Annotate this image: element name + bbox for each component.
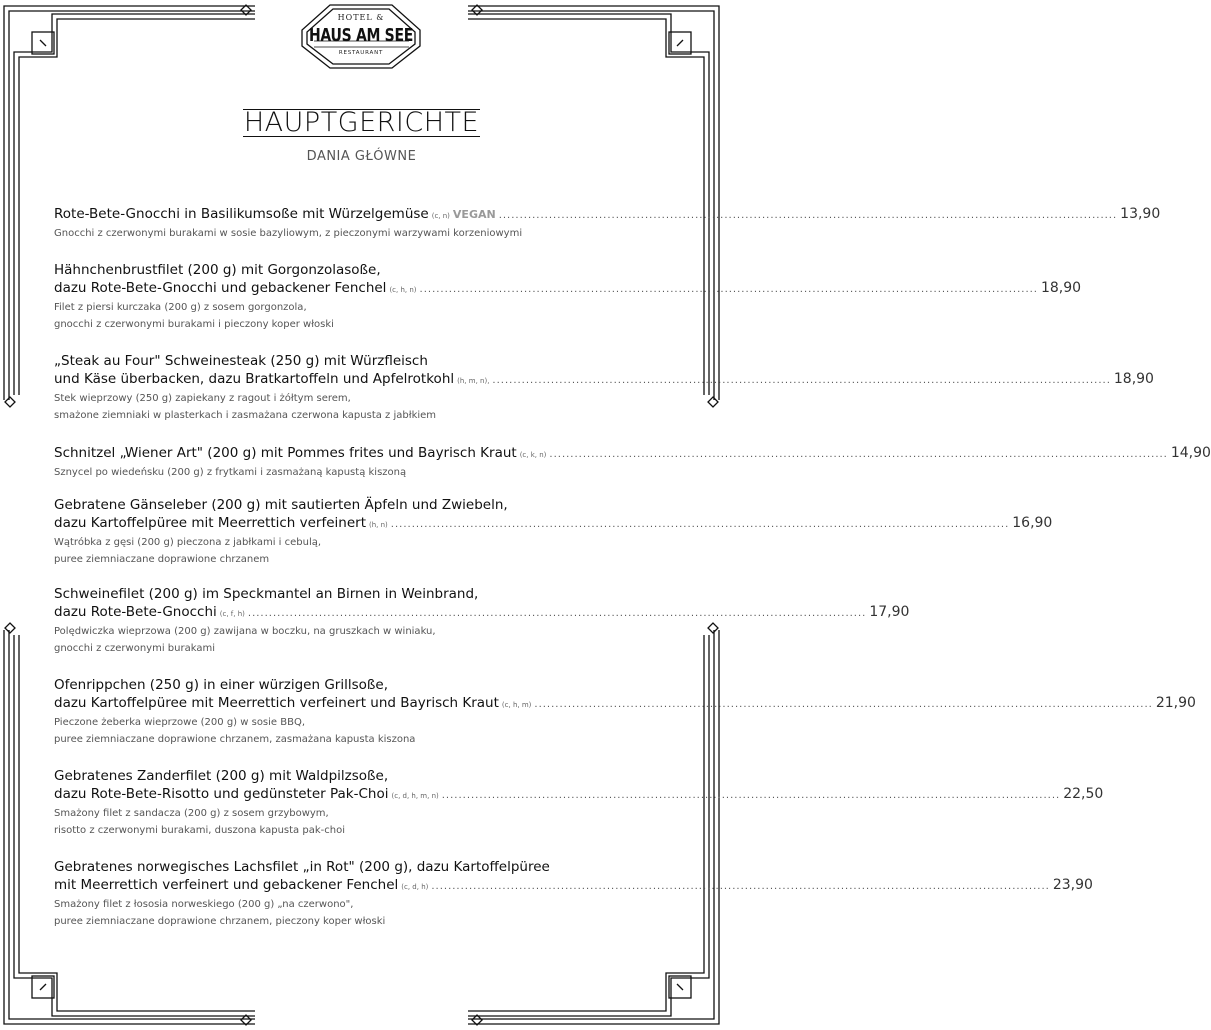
menu-item-line: [54, 514, 1053, 534]
menu-item: [54, 585, 910, 657]
dot-leader: ....................................................................................................................................................: [247, 608, 867, 619]
allergen-codes: (h, m, n),: [457, 377, 490, 385]
allergen-codes: (c, k, n): [519, 451, 547, 459]
dish-name: Gebratene Gänseleber (200 g) mit sautierten Äpfeln und Zwiebeln,: [54, 497, 508, 513]
menu-item: [54, 496, 1053, 568]
polish-description-cont: gnocchi z czerwonymi burakami: [54, 643, 215, 654]
dot-leader: ....................................................................................................................................................: [549, 449, 1168, 460]
price: 13,90: [1120, 206, 1161, 222]
dish-name: Schnitzel „Wiener Art" (200 g) mit Pommes frites und Bayrisch Kraut: [54, 445, 517, 461]
dish-name-cont: mit Meerrettich verfeinert und gebackener Fenchel: [54, 877, 399, 893]
menu-item: [54, 767, 1104, 839]
polish-description: Gnocchi z czerwonymi burakami w sosie bazyliowym, z pieczonymi warzywami korzeniowymi: [54, 228, 523, 239]
dish-name: Gebratenes norwegisches Lachsfilet „in Rot" (200 g), dazu Kartoffelpüree: [54, 859, 550, 875]
price: 14,90: [1170, 445, 1211, 461]
polish-description: Sznycel po wiedeńsku (200 g) z frytkami i zasmażaną kapustą kiszoną: [54, 467, 407, 478]
allergen-codes: (c, n): [431, 212, 450, 220]
menu-item: [54, 676, 1196, 748]
polish-description-cont: smażone ziemniaki w plasterkach i zasmażana czerwona kapusta z jabłkiem: [54, 410, 437, 421]
page-subtitle: DANIA GŁÓWNE: [306, 149, 417, 164]
menu-item-line: [54, 370, 1154, 390]
dish-name-cont: dazu Kartoffelpüree mit Meerrettich verfeinert und Bayrisch Kraut: [54, 695, 499, 711]
polish-description: Stek wieprzowy (250 g) zapiekany z ragout i żółtym serem,: [54, 393, 351, 404]
polish-description: Polędwiczka wieprzowa (200 g) zawijana w boczku, na gruszkach w winiaku,: [54, 626, 436, 637]
dot-leader: ....................................................................................................................................................: [390, 519, 1010, 530]
menu-item-line: [54, 694, 1196, 714]
dish-name: Gebratenes Zanderfilet (200 g) mit Waldpilzsoße,: [54, 768, 389, 784]
allergen-codes: (c, h, m): [501, 701, 532, 709]
price: 17,90: [869, 604, 910, 620]
dot-leader: ....................................................................................................................................................: [498, 210, 1118, 221]
page-title-text: HAUPTGERICHTE: [243, 107, 480, 138]
menu-item-line: [54, 279, 1082, 299]
polish-description-cont: risotto z czerwonymi burakami, duszona kapusta pak-choi: [54, 825, 345, 836]
allergen-codes: (h, n): [369, 521, 388, 529]
allergen-codes: (c, h, n): [389, 286, 417, 294]
allergen-codes: (c, d, h): [401, 883, 429, 891]
allergen-codes: (c, f, h): [219, 610, 245, 618]
menu-item: [54, 858, 1093, 930]
dot-leader: ....................................................................................................................................................: [419, 284, 1038, 295]
dish-name: Hähnchenbrustfilet (200 g) mit Gorgonzolasoße,: [54, 262, 381, 278]
dot-leader: ....................................................................................................................................................: [492, 375, 1111, 386]
polish-description-cont: puree ziemniaczane doprawione chrzanem, pieczony koper włoski: [54, 916, 386, 927]
hotel-logo: [299, 4, 423, 70]
vegan-badge: VEGAN: [452, 208, 496, 221]
logo-hotel-text: HOTEL &: [337, 13, 385, 22]
dot-leader: ....................................................................................................................................................: [534, 699, 1153, 710]
price: 21,90: [1155, 695, 1196, 711]
polish-description-cont: gnocchi z czerwonymi burakami i pieczony koper włoski: [54, 319, 334, 330]
dish-name-cont: und Käse überbacken, dazu Bratkartoffeln und Apfelrotkohl: [54, 371, 455, 387]
dish-name: Schweinefilet (200 g) im Speckmantel an Birnen in Weinbrand,: [54, 586, 479, 602]
menu-item: [54, 205, 1161, 242]
dot-leader: ....................................................................................................................................................: [431, 881, 1050, 892]
dot-leader: ....................................................................................................................................................: [441, 790, 1061, 801]
polish-description-cont: puree ziemniaczane doprawione chrzanem, zasmażana kapusta kiszona: [54, 734, 416, 745]
dish-name: Ofenrippchen (250 g) in einer würzigen Grillsoße,: [54, 677, 388, 693]
price: 22,50: [1063, 786, 1104, 802]
menu-item-line: [54, 205, 1161, 225]
menu-item-line: [54, 603, 910, 623]
polish-description: Smażony filet z sandacza (200 g) z sosem grzybowym,: [54, 808, 329, 819]
menu-item: [54, 261, 1082, 333]
menu-item-line: [54, 785, 1104, 805]
dish-name: „Steak au Four" Schweinesteak (250 g) mit Würzfleisch: [54, 353, 428, 369]
polish-description: Pieczone żeberka wieprzowe (200 g) w sosie BBQ,: [54, 717, 306, 728]
polish-description-cont: puree ziemniaczane doprawione chrzanem: [54, 554, 270, 565]
dish-name: Rote-Bete-Gnocchi in Basilikumsoße mit Würzelgemüse: [54, 206, 429, 222]
page-title: [0, 107, 723, 138]
price: 23,90: [1052, 877, 1093, 893]
logo-restaurant-text: RESTAURANT: [338, 50, 384, 56]
dish-name-cont: dazu Rote-Bete-Gnocchi und gebackener Fenchel: [54, 280, 387, 296]
allergen-codes: (c, d, h, m, n): [391, 792, 439, 800]
price: 18,90: [1113, 371, 1154, 387]
menu-item: [54, 444, 1211, 481]
polish-description: Filet z piersi kurczaka (200 g) z sosem gorgonzola,: [54, 302, 307, 313]
dish-name-cont: dazu Rote-Bete-Risotto und gedünsteter Pak-Choi: [54, 786, 389, 802]
menu-item-line: [54, 444, 1211, 464]
dish-name-cont: dazu Kartoffelpüree mit Meerrettich verfeinert: [54, 515, 366, 531]
menu-item-line: [54, 876, 1093, 896]
logo-name: HAUS AM SEE: [309, 26, 413, 46]
polish-description: Wątróbka z gęsi (200 g) pieczona z jabłkami i cebulą,: [54, 537, 322, 548]
dish-name-cont: dazu Rote-Bete-Gnocchi: [54, 604, 217, 620]
polish-description: Smażony filet z łososia norweskiego (200 g) „na czerwono",: [54, 899, 354, 910]
menu-item: [54, 352, 1154, 424]
price: 16,90: [1012, 515, 1053, 531]
price: 18,90: [1040, 280, 1082, 296]
